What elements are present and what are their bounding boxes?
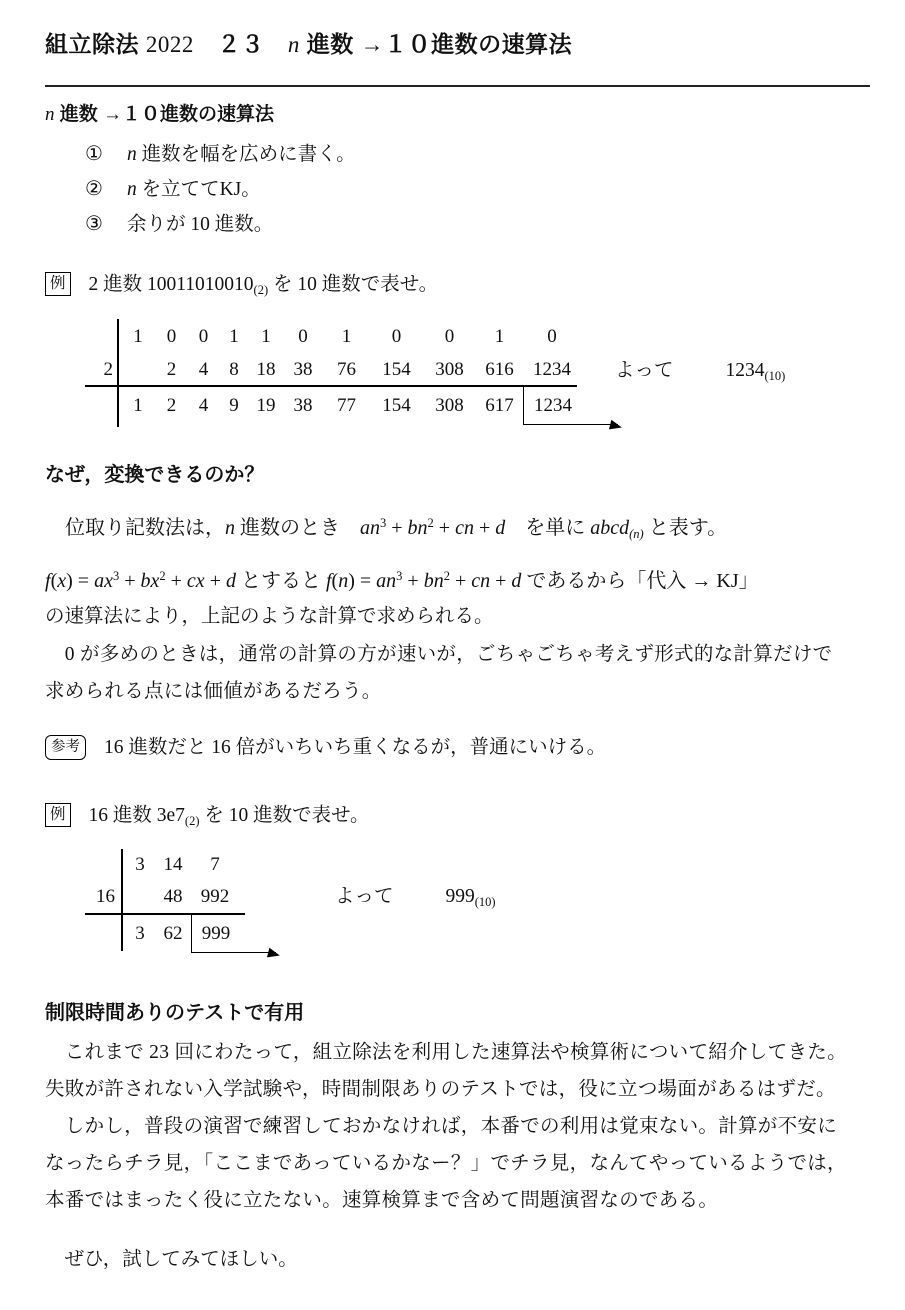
example2-prompt-row: [45, 803, 870, 834]
table-row-sums: [125, 915, 276, 953]
usefulness-paragraph: [45, 1034, 870, 1219]
text-segment: f: [325, 570, 332, 592]
table-cell: 0: [391, 326, 402, 347]
table-cell: 2: [166, 359, 177, 380]
text-segment: x: [57, 570, 67, 592]
formula-line: [45, 561, 870, 596]
text-segment: ) =: [66, 570, 95, 592]
text-segment: (n): [629, 527, 644, 541]
table-cell: 0: [198, 326, 209, 347]
table-row-products: [125, 885, 239, 909]
text-segment: ax: [94, 570, 113, 592]
text-segment: 進数 →１０進数の速算法: [299, 31, 573, 57]
text-segment: 16 進数 3e7: [88, 805, 185, 826]
reference-label: 参考: [45, 735, 86, 760]
table-cell: 992: [200, 886, 230, 907]
page-title: [45, 30, 870, 59]
text-segment: cx: [186, 570, 205, 592]
text-segment: abcd: [590, 517, 630, 539]
table-cell: 1: [133, 326, 143, 347]
formula-line: [45, 508, 870, 549]
table-row-sums: [121, 387, 618, 425]
table-cell: 38: [293, 395, 313, 416]
text-segment: 2 進数 10011010010: [88, 274, 254, 295]
table-cell: 76: [337, 359, 356, 380]
step-text: [127, 179, 261, 200]
result-base: (10): [474, 895, 496, 909]
example-label: 例: [45, 803, 71, 827]
conclusion: [335, 885, 496, 914]
paragraph-line: しかし，普段の演習で練習しておかなければ，本番での利用は覚束ない。計算が不安に: [45, 1116, 838, 1137]
text-segment: であるから「代入 → KJ」: [521, 570, 759, 592]
table-row-digits: [125, 853, 239, 877]
table-cell: 0: [298, 326, 308, 347]
reference-text: 16 進数だと 16 倍がいちいち重くなるが，普通にいける。: [104, 737, 607, 758]
paragraph-line: 0 が多めのときは，通常の計算の方が速いが，ごちゃごちゃ考えず形式的な計算だけで: [45, 644, 833, 665]
table-cell: 1: [229, 326, 239, 347]
paragraph-line: なったらチラ見，「ここまであっているかなー？」でチラ見，なんてやっているようでは，: [45, 1153, 847, 1174]
text-segment: n: [225, 517, 235, 539]
table-cell: 48: [163, 886, 183, 907]
text-segment: ) =: [348, 570, 377, 592]
text-segment: +: [165, 570, 187, 592]
text-segment: n: [126, 144, 137, 165]
table-cell: 4: [198, 359, 209, 380]
table-cell: 154: [382, 359, 411, 380]
table-cell: 308: [435, 395, 464, 416]
table-cell: 1: [341, 326, 352, 347]
text-segment: +: [402, 570, 424, 592]
reference-row: [45, 734, 870, 761]
text-segment: cn: [471, 570, 491, 592]
text-segment: f: [45, 570, 51, 592]
step-number: ②: [85, 178, 103, 200]
result-base: (10): [764, 369, 786, 383]
table-cell: 0: [444, 326, 455, 347]
synthetic-division-table-1: [85, 319, 875, 431]
text-segment: n: [45, 104, 55, 125]
text-segment: d: [511, 570, 522, 592]
text-segment: n: [338, 570, 349, 592]
conclusion: [615, 359, 785, 388]
text-segment: (: [331, 570, 339, 592]
text-segment: d: [495, 517, 506, 539]
text-segment: と表す。: [643, 517, 728, 539]
table-cell: [125, 885, 155, 909]
paragraph-line: 求められる点には価値があるだろう。: [45, 681, 382, 702]
synthetic-division-table-2: [85, 849, 875, 963]
table-cell: 1: [133, 395, 143, 416]
method-heading: [45, 103, 870, 127]
table-cell: 617: [485, 395, 514, 416]
text-segment: +: [204, 570, 226, 592]
text-segment: 3: [396, 569, 403, 583]
table-cell: 1234: [523, 387, 582, 425]
paragraph-line: 本番ではまったく役に立たない。速算検算まで含めて問題演習なのである。: [45, 1190, 719, 1211]
table-cell: 18: [256, 359, 276, 380]
result-value: 999: [445, 886, 475, 907]
table-cell: 62: [163, 923, 183, 944]
text-segment: (2): [184, 814, 200, 828]
table-cell: 4: [198, 395, 209, 416]
text-segment: cn: [455, 517, 474, 539]
table-cell: 1: [261, 326, 271, 347]
table-cell: 7: [210, 854, 220, 875]
text-segment: 2: [443, 569, 450, 583]
text-segment: を 10 進数で表せ。: [268, 274, 439, 295]
table-divisor: 2: [103, 359, 113, 380]
text-segment: (: [50, 570, 58, 592]
text-segment: 3: [380, 516, 387, 530]
text-segment: とすると: [235, 570, 326, 592]
result-arrow-icon: [582, 387, 618, 425]
closing-line: ぜひ，試してみてほしい。: [45, 1249, 298, 1270]
text-segment: を立ててKJ。: [136, 179, 261, 200]
why-paragraph: [45, 636, 870, 710]
text-segment: n: [287, 32, 300, 57]
table-cell: 3: [135, 923, 145, 944]
step-item: [85, 172, 870, 207]
text-segment: 2: [159, 569, 166, 583]
why-heading: なぜ，変換できるのか？: [45, 464, 265, 486]
table-row-digits: [121, 325, 581, 349]
conclusion-word: よって: [335, 886, 394, 907]
table-cell: 999: [191, 915, 240, 953]
title-rule: [45, 85, 870, 87]
result-value: 1234: [725, 360, 765, 381]
example1-prompt: [89, 274, 439, 295]
conclusion-word: よって: [615, 360, 674, 381]
table-cell: 154: [382, 395, 411, 416]
example2-prompt: [89, 805, 370, 826]
text-segment: 位取り記数法は，: [45, 517, 225, 539]
text-segment: (2): [253, 283, 269, 297]
table-cell: 2: [166, 395, 177, 416]
text-segment: +: [490, 570, 512, 592]
text-segment: ２３: [193, 31, 288, 57]
document-page: [0, 30, 905, 1310]
table-cell: 38: [293, 359, 313, 380]
text-segment: +: [433, 517, 456, 539]
text-segment: an: [360, 517, 380, 539]
step-item: [85, 207, 870, 242]
text-segment: bx: [140, 570, 160, 592]
table-cell: 77: [337, 395, 356, 416]
table-cell: 308: [435, 359, 464, 380]
table-vertical-line: [121, 849, 123, 951]
text-segment: 3: [112, 569, 120, 583]
paragraph-line: これまで 23 回にわたって，組立除法を利用した速算法や検算術について紹介してきた。: [45, 1042, 847, 1063]
method-steps: [85, 137, 870, 242]
table-cell: [121, 358, 155, 382]
table-cell: 8: [229, 359, 239, 380]
text-segment: +: [449, 570, 472, 592]
text-segment: 2: [427, 516, 434, 530]
text-segment: n: [126, 179, 137, 200]
table-cell: 19: [256, 395, 276, 416]
text-segment: an: [376, 570, 397, 592]
text-segment: bn: [407, 517, 428, 539]
table-cell: 616: [485, 359, 514, 380]
table-cell: 14: [163, 854, 183, 875]
table-cell: 9: [229, 395, 239, 416]
text-segment: +: [119, 570, 141, 592]
table-divisor: 16: [96, 886, 115, 907]
text-segment: 進数のとき: [235, 517, 360, 539]
table-row-products: [121, 358, 581, 382]
table-cell: 1: [494, 326, 505, 347]
step-number: ③: [85, 213, 103, 235]
text-segment: を単に: [505, 517, 591, 539]
text-segment: 組立除法: [45, 31, 146, 57]
paragraph-line: の速算法により，上記のような計算で求められる。: [45, 606, 494, 627]
result-arrow-icon: [240, 915, 276, 953]
text-segment: 余りが 10 進数。: [126, 214, 274, 235]
step-text: [127, 144, 356, 165]
table-cell: 1234: [533, 359, 571, 380]
text-segment: 2022: [145, 32, 194, 57]
text-segment: bn: [423, 570, 444, 592]
text-segment: d: [225, 570, 236, 592]
table-cell: 3: [135, 854, 145, 875]
text-segment: +: [473, 517, 496, 539]
table-vertical-line: [117, 319, 119, 427]
table-cell: 0: [166, 326, 177, 347]
example-label: 例: [45, 272, 71, 296]
text-segment: +: [386, 517, 408, 539]
text-segment: 進数 →１０進数の速算法: [54, 104, 275, 125]
usefulness-heading: 制限時間ありのテストで有用: [45, 1002, 305, 1024]
step-item: [85, 137, 870, 172]
paragraph-line: 失敗が許されない入学試験や，時間制限ありのテストでは，役に立つ場面があるはずだ。: [45, 1079, 836, 1100]
table-cell: 0: [547, 326, 557, 347]
example1-prompt-row: [45, 272, 870, 303]
step-text: [127, 214, 273, 235]
text-segment: 進数を幅を広めに書く。: [136, 144, 356, 165]
step-number: ①: [85, 143, 103, 165]
text-segment: を 10 進数で表せ。: [199, 805, 370, 826]
